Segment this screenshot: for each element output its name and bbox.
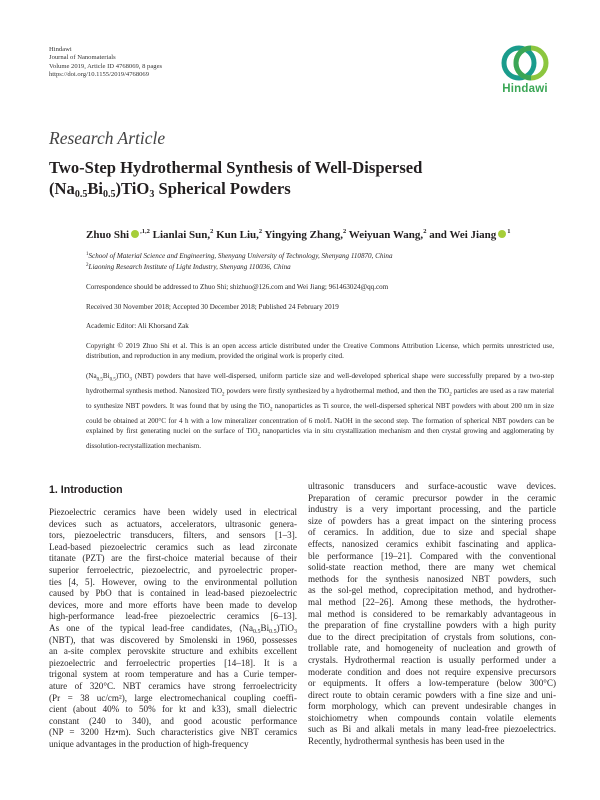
text-line: titanate (PZT) are the first-choice material because of their (49, 553, 297, 564)
text-line: ble performance [19–21]. Compared with the conventional (308, 550, 556, 561)
text-line: ultrasonic transducers and surface-acoustic wave devices. (308, 481, 556, 491)
text-line: the preparation of fine crystalline powders with a high purity (308, 620, 556, 631)
journal-header (49, 46, 162, 80)
publisher-name: Hindawi (49, 46, 72, 53)
section-heading-introduction: 1. Introduction (49, 484, 123, 496)
text-line: form morphology, which can prevent undesirable changes in (308, 701, 556, 712)
text-line: an a-site complex perovskite structure and exhibits excellent (49, 646, 297, 657)
text-line: devices such as actuators, accelerators, ultrasonic genera- (49, 518, 297, 529)
text-line: industry is a very important processing, and the particle (308, 504, 556, 515)
text-line: caused by PbO that is contained in lead-based piezoelectric (49, 588, 297, 599)
text-line: unique advantages in the production of high-frequency (49, 738, 249, 749)
text-line: Piezoelectric ceramics have been widely used in electrical (49, 507, 297, 517)
text-line: of ceramics. In addition, due to size and special shape (308, 527, 556, 538)
text-line: As one of the typical lead-free candidates, $(Na_{0.5}Bi_{0.5})TiO_3$ (49, 622, 297, 635)
copyright-notice: Copyright © 2019 Zhuo Shi et al. This is an open access article distributed under the Creative Commons Attribution License, which permits unrestricted use, distribution, and reproduction in any medium, provided the original work is properly cited. (86, 342, 554, 360)
dates: Received 30 November 2018; Accepted 30 December 2018; Published 24 February 2019 (86, 303, 339, 311)
author-name[interactable]: Kun Liu, (216, 229, 259, 241)
paper-title (49, 158, 554, 199)
orcid-icon[interactable] (498, 230, 506, 238)
text-line: Recently, hydrothermal synthesis has been used in the (308, 736, 505, 747)
journal-name: Journal of Nanomaterials (49, 54, 116, 62)
hindawi-logo-icon (501, 44, 549, 82)
text-line: ties [4, 5]. However, owing to the environmental pollution (49, 576, 297, 587)
text-line: effects, nanosized ceramics exhibit fascinating and applica- (308, 538, 556, 549)
text-line: trigonal system at room temperature and has a Curie temper- (49, 669, 297, 680)
author-name[interactable]: and Wei Jiang (429, 229, 497, 241)
orcid-icon[interactable] (131, 230, 139, 238)
academic-editor: Academic Editor: Ali Khorsand Zak (86, 322, 189, 330)
text-line: stoichiometry when compounds contain volatile elements (308, 712, 556, 723)
text-line: due to the direct precipitation of crystals from solutions, con- (308, 631, 556, 642)
text-line: mal method [22–26]. Among these methods, the hydrother- (308, 596, 556, 607)
text-line: such as Bi and alkali metals in many lead-free piezoelectrics. (308, 724, 556, 735)
text-line: high-performance lead-free piezoelectric ceramics [6–13]. (49, 611, 297, 622)
text-line: (NBT), that was discovered by Smolenski in 1960, possesses (49, 634, 297, 645)
author-name[interactable]: Yingying Zhang, (264, 229, 343, 241)
introduction-column-2 (308, 481, 556, 748)
text-line: as the sol-gel method, coprecipitation method, and hydrother- (308, 585, 556, 596)
text-line: tors, piezoelectric transducers, filters, and sensors [1–3]. (49, 530, 297, 541)
text-line: trollable rate, and homogeneity of nucleation and growth of (308, 643, 556, 654)
affiliation-1: $^1$School of Material Science and Engineering, Shenyang University of Technology, Shenyang 110870, China (86, 252, 393, 260)
text-line: superior ferroelectric, piezoelectric, and pyroelectric proper- (49, 564, 297, 575)
text-line: devices, more and more efforts have been made to develop (49, 599, 297, 610)
affiliation-2: $^2$Liaoning Research Institute of Light Industry, Shenyang 110036, China (86, 263, 291, 271)
correspondence: Correspondence should be addressed to Zhuo Shi; shizhuo@126.com and Wei Jiang; 961463024@qq.com (86, 283, 389, 291)
text-line: mal method is considered to be remarkably advantageous in (308, 608, 556, 619)
logo-text: Hindawi (502, 83, 548, 95)
text-line: constant (240 to 340), and good acoustic performance (49, 715, 297, 726)
text-line: crystals. Hydrothermal reaction is usually performed under a (308, 654, 556, 665)
title-line-2: $(Na_{0.5}Bi_{0.5})TiO_3$ Spherical Powders (49, 178, 291, 200)
text-line: piezoelectric and ferroelectric properties [14–18]. It is a (49, 657, 297, 668)
text-line: ature of 320°C. NBT ceramics have strong ferroelectricity (49, 680, 297, 691)
text-line: Preparation of ceramic precursor powder in the ceramic (308, 492, 556, 503)
text-line: cient (about 40% to 50% for kt and k33), small dielectric (49, 704, 297, 715)
text-line: or equipments. It offers a low-temperature (below 300°C) (308, 678, 556, 689)
article-type: Research Article (49, 128, 166, 148)
abstract: $(Na_{0.5}Bi_{0.5})TiO_3$ (NBT) powders that have well-dispersed, uniform particle size and well-developed spherical shape were successfully prepared by a two-step hydrothermal synthesis method. Nanosized TiO$_2$ powders were firstly synthesized by a hydrothermal method, and then the TiO$_2$ particles are used as a raw material to synthesize NBT powders. It was found that by using the TiO$_2$ nanoparticles as Ti source, the well-dispersed spherical NBT powders with about 200 nm in size could be obtained at 200°C for 4 h with a low mineralizer concentration of 6 mol/L NaOH in the second step. The formation of spherical NBT powders can be explained by first generating nuclei on the surface of TiO$_2$ nanoparticles via in situ crystallization mechanism and then crystal growing and agglomerating by dissolution-recrystallization mechanism. (86, 372, 555, 451)
doi-link[interactable]: https://doi.org/10.1155/2019/4768069 (49, 71, 150, 79)
author-list: Zhuo Shi $^{,1,2}$ Lianlai Sun,$^2$ Kun Liu,$^2$ Yingying Zhang,$^2$ Weiyuan Wang,$^2$ and Wei Jiang $^1$ (86, 228, 511, 241)
text-line: (Pr = 38 uc/cm²), large electromechanical coupling coeffi- (49, 692, 297, 703)
text-line: Lead-based piezoelectric ceramics such as lead zirconate (49, 541, 297, 552)
text-line: (NP = 3200 Hz•m). Such characteristics give NBT ceramics (49, 727, 297, 738)
text-line: methods for the synthesis nanosized NBT powders, such (308, 573, 556, 584)
author-name[interactable]: Zhuo Shi (86, 229, 130, 241)
volume-info: Volume 2019, Article ID 4768069, 8 pages (49, 62, 163, 70)
text-line: solid-state reaction method, there are many wet chemical (308, 562, 556, 573)
author-name[interactable]: Lianlai Sun, (152, 229, 211, 241)
hindawi-logo (492, 44, 558, 95)
introduction-column-1 (49, 507, 297, 750)
text-line: moderate condition and does not require expensive precursors (308, 666, 556, 677)
author-name[interactable]: Weiyuan Wang, (348, 229, 424, 241)
text-line: size of powders has a great impact on the sintering process (308, 515, 556, 526)
text-line: direct route to obtain ceramic powders with a fine size and uni- (308, 689, 556, 700)
title-line-1: Two-Step Hydrothermal Synthesis of Well-Dispersed (49, 158, 423, 177)
